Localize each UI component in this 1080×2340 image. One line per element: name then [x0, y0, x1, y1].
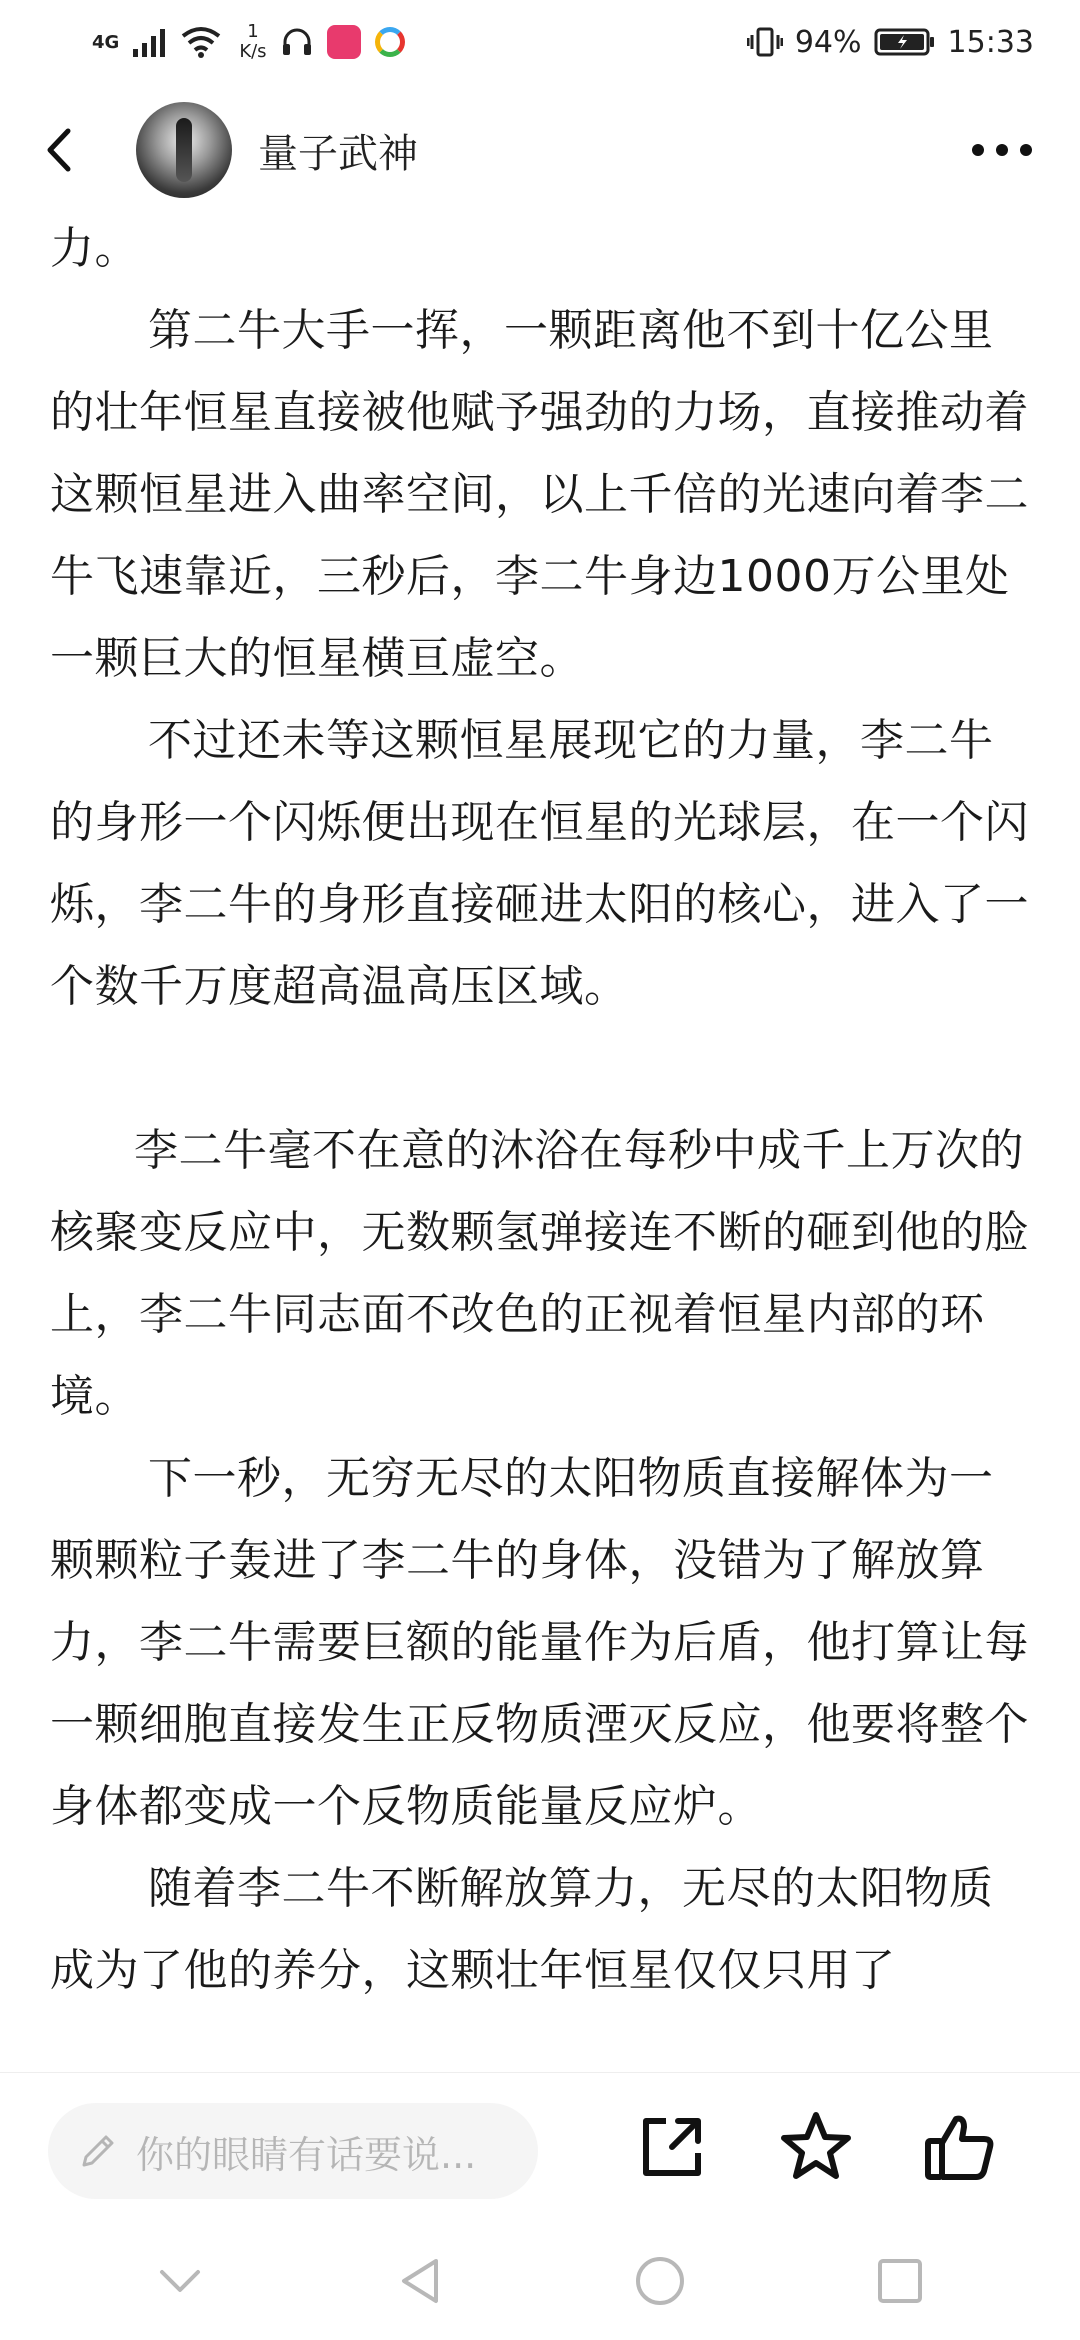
share-icon[interactable]: [632, 2107, 712, 2187]
chevron-left-icon: [40, 125, 80, 175]
triangle-back-icon: [396, 2255, 444, 2307]
bilibili-app-icon: [327, 25, 361, 59]
nav-hide-button[interactable]: [140, 2241, 220, 2321]
net-speed-unit: K/s: [239, 41, 267, 62]
square-recent-icon: [876, 2257, 924, 2305]
reader-header: [0, 100, 1080, 200]
comment-placeholder: 你的眼睛有话要说...: [136, 2132, 477, 2177]
battery-percent: 94%: [794, 24, 862, 60]
author-name[interactable]: 量子武神: [258, 130, 418, 177]
battery-icon: [874, 27, 936, 57]
system-nav-bar: [0, 2222, 1080, 2340]
status-bar: [0, 0, 1080, 84]
paragraph-gap: [50, 1028, 1030, 1110]
status-left: [92, 22, 405, 62]
article-body: [50, 208, 1030, 2072]
thumbs-up-icon[interactable]: [920, 2107, 1000, 2187]
back-button[interactable]: [40, 105, 130, 195]
net-speed-value: 1: [247, 21, 259, 42]
vibrate-icon: [747, 26, 783, 58]
author-avatar[interactable]: [136, 102, 232, 198]
app-ring-icon: [375, 27, 405, 57]
action-bar: [0, 2072, 1080, 2222]
more-button[interactable]: [972, 144, 1040, 156]
star-icon[interactable]: [776, 2107, 856, 2187]
signal-icon: [133, 27, 167, 57]
article-paragraph: 第二牛大手一挥，一颗距离他不到十亿公里的壮年恒星直接被他赋予强劲的力场，直接推动着这颗恒星进入曲率空间，以上千倍的光速向着李二牛飞速靠近，三秒后，李二牛身边1000万公里处一颗巨大的恒星横亘虚空。: [50, 305, 1029, 684]
clock: 15:33: [947, 24, 1034, 60]
nav-home-button[interactable]: [620, 2241, 700, 2321]
nav-recent-button[interactable]: [860, 2241, 940, 2321]
network-type: 4G: [92, 31, 120, 53]
pencil-icon: [76, 2129, 120, 2173]
more-dots-icon: [1020, 144, 1032, 156]
status-right: [747, 25, 1034, 60]
more-dots-icon: [972, 144, 984, 156]
wifi-icon: [181, 26, 221, 58]
comment-input[interactable]: [48, 2103, 538, 2199]
article-paragraph: 下一秒，无穷无尽的太阳物质直接解体为一颗颗粒子轰进了李二牛的身体，没错为了解放算力，李二牛需要巨额的能量作为后盾，他打算让每一颗细胞直接发生正反物质湮灭反应，他要将整个身体都变成一个反物质能量反应炉。: [50, 1453, 1029, 1832]
net-speed: [239, 22, 266, 62]
article-paragraph: 不过还未等这颗恒星展现它的力量，李二牛的身形一个闪烁便出现在恒星的光球层，在一个闪烁，李二牛的身形直接砸进太阳的核心，进入了一个数千万度超高温高压区域。: [50, 715, 1029, 1012]
article-paragraph: 随着李二牛不断解放算力，无尽的太阳物质成为了他的养分，这颗壮年恒星仅仅只用了: [50, 1863, 994, 1996]
article-paragraph: 力。: [50, 223, 139, 274]
more-dots-icon: [996, 144, 1008, 156]
circle-home-icon: [634, 2255, 686, 2307]
nav-back-button[interactable]: [380, 2241, 460, 2321]
article-paragraph: 李二牛毫不在意的沐浴在每秒中成千上万次的核聚变反应中，无数颗氢弹接连不断的砸到他的脸上，李二牛同志面不改色的正视着恒星内部的环境。: [50, 1125, 1029, 1422]
headphones-icon: [281, 27, 313, 57]
chevron-down-icon: [158, 2266, 202, 2296]
